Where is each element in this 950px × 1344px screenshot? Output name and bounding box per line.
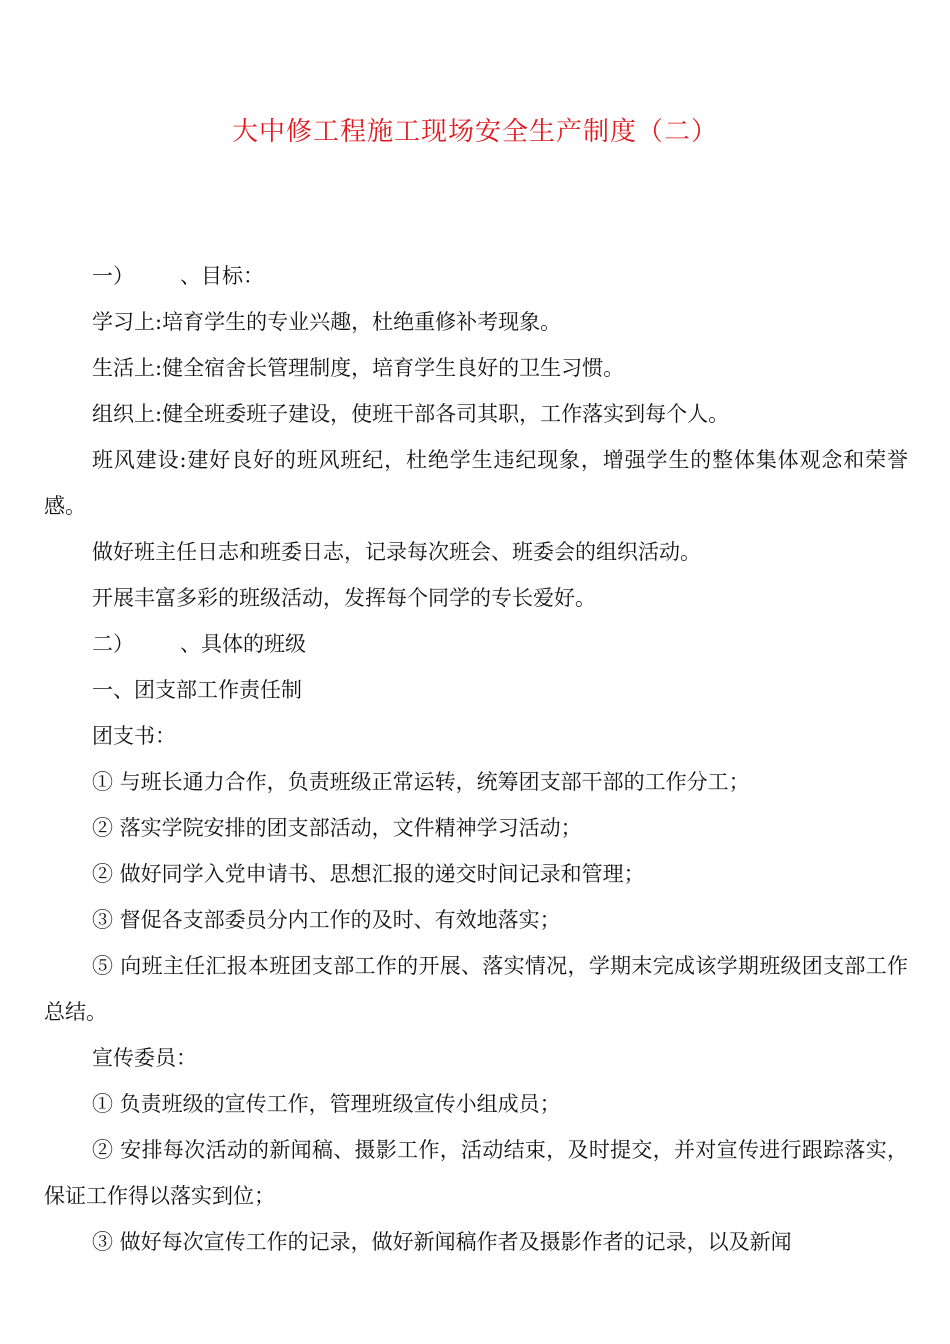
paragraph-life: 生活上:健全宿舍长管理制度，培育学生良好的卫生习惯。 (92, 356, 625, 380)
list-item: ② 落实学院安排的团支部活动，文件精神学习活动； (92, 816, 582, 840)
section-number: 二） (92, 632, 134, 656)
section-number: 一） (92, 264, 134, 288)
publicity-label: 宣传委员： (92, 1046, 197, 1070)
section-2-heading (44, 621, 908, 667)
list-item: ③ 做好每次宣传工作的记录，做好新闻稿作者及摄影作者的记录，以及新闻 (92, 1230, 792, 1254)
document-body (44, 253, 908, 1265)
league-secretary-label: 团支书： (92, 724, 176, 748)
list-item: ① 与班长通力合作，负责班级正常运转，统筹团支部干部的工作分工； (92, 770, 750, 794)
section-heading-text: 、目标： (180, 264, 264, 288)
paragraph-class-style: 班风建设:建好良好的班风班纪，杜绝学生违纪现象，增强学生的整体集体观念和荣誉感。 (44, 448, 908, 518)
list-item: ② 做好同学入党申请书、思想汇报的递交时间记录和管理； (92, 862, 645, 886)
paragraph-logs: 做好班主任日志和班委日志，记录每次班会、班委会的组织活动。 (92, 540, 701, 564)
list-item: ① 负责班级的宣传工作，管理班级宣传小组成员； (92, 1092, 561, 1116)
section-heading-text: 、具体的班级 (180, 632, 306, 656)
paragraph-organization: 组织上:健全班委班子建设，使班干部各司其职，工作落实到每个人。 (92, 402, 730, 426)
section-1-heading (44, 253, 908, 299)
paragraph-league-responsibility: 一、团支部工作责任制 (92, 678, 302, 702)
document-title: 大中修工程施工现场安全生产制度（二） (231, 117, 718, 147)
list-item: ⑤ 向班主任汇报本班团支部工作的开展、落实情况，学期末完成该学期班级团支部工作总结。 (44, 954, 908, 1024)
list-item: ② 安排每次活动的新闻稿、摄影工作，活动结束，及时提交，并对宣传进行跟踪落实，保证工作得以落实到位； (44, 1138, 908, 1208)
list-item: ③ 督促各支部委员分内工作的及时、有效地落实； (92, 908, 561, 932)
paragraph-study: 学习上:培育学生的专业兴趣，杜绝重修补考现象。 (92, 310, 562, 334)
paragraph-activities: 开展丰富多彩的班级活动，发挥每个同学的专长爱好。 (92, 586, 596, 610)
